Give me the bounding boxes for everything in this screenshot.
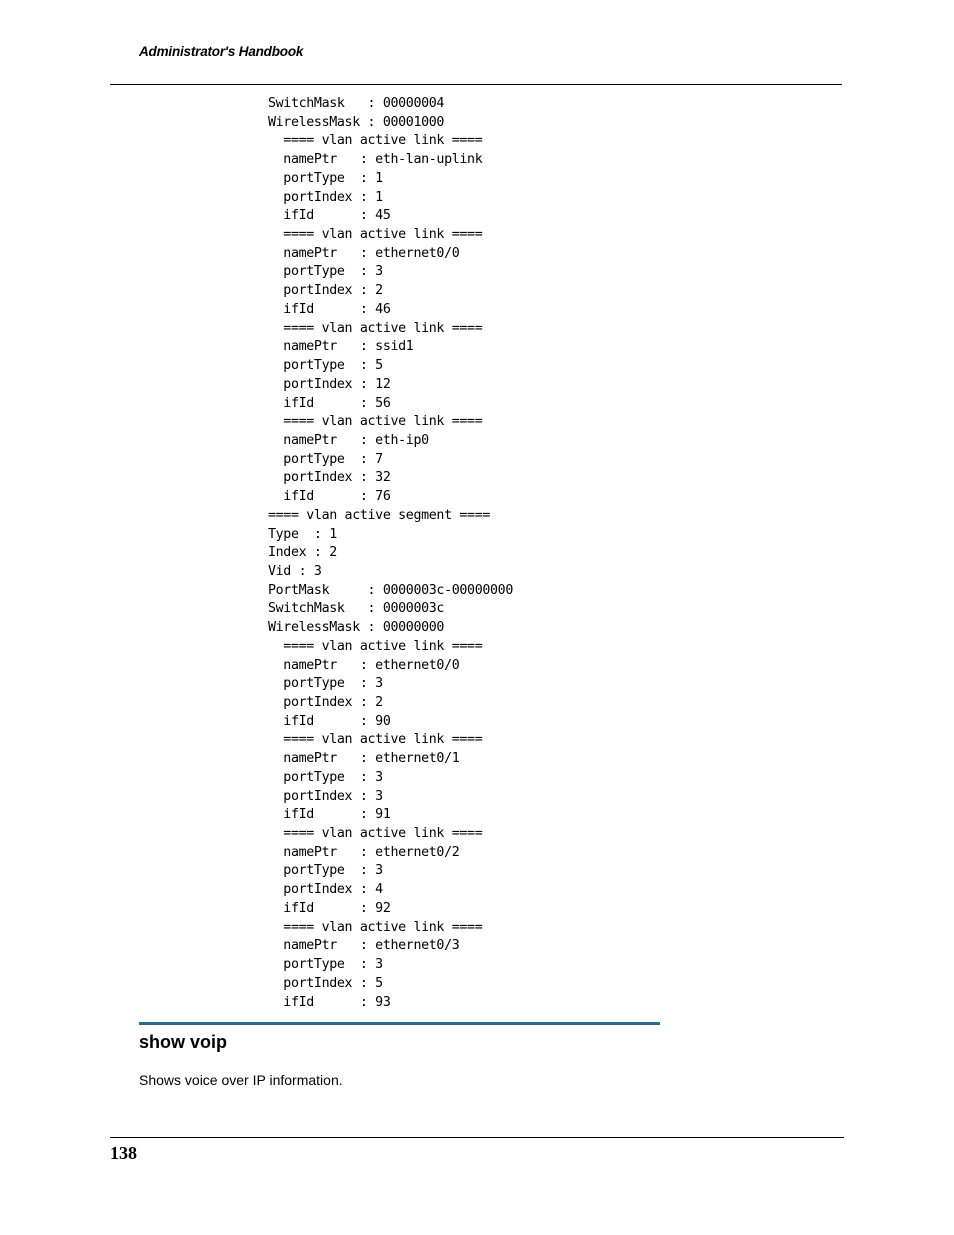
- code-line: ifId : 91: [268, 807, 391, 823]
- code-line: ==== vlan active link ====: [268, 919, 483, 935]
- page-number: 138: [110, 1143, 137, 1163]
- code-line: ==== vlan active link ====: [268, 638, 483, 654]
- code-line: portIndex : 12: [268, 376, 391, 392]
- code-line: portIndex : 5: [268, 975, 383, 991]
- code-line: namePtr : eth-ip0: [268, 432, 429, 448]
- code-line: ==== vlan active link ====: [268, 320, 483, 336]
- code-line: namePtr : ethernet0/0: [268, 657, 460, 673]
- code-line: namePtr : ethernet0/2: [268, 844, 460, 860]
- footer-rule: [110, 1137, 844, 1138]
- code-line: portType : 3: [268, 769, 383, 785]
- code-line: PortMask : 0000003c-00000000: [268, 582, 513, 598]
- code-line: portType : 7: [268, 451, 383, 467]
- code-line: ==== vlan active link ====: [268, 826, 483, 842]
- code-line: ifId : 56: [268, 395, 391, 411]
- code-line: Type : 1: [268, 526, 337, 542]
- code-line: ifId : 90: [268, 713, 391, 729]
- header-rule: [110, 84, 842, 85]
- code-line: portType : 3: [268, 264, 383, 280]
- running-header: Administrator's Handbook: [139, 44, 304, 59]
- code-line: portIndex : 2: [268, 695, 383, 710]
- code-line: portIndex : 1: [268, 189, 383, 205]
- section-description: Shows voice over IP information.: [139, 1072, 343, 1088]
- code-line: portIndex : 4: [268, 882, 383, 898]
- code-line: portIndex : 3: [268, 788, 383, 804]
- code-line: Index : 2: [268, 545, 337, 561]
- section-heading: show voip: [139, 1032, 228, 1052]
- code-line: portType : 3: [268, 957, 383, 973]
- code-line: WirelessMask : 00000000: [268, 620, 445, 636]
- code-line: portIndex : 32: [268, 470, 391, 486]
- code-line: ifId : 45: [268, 208, 391, 224]
- code-line: namePtr : ethernet0/3: [268, 938, 460, 954]
- code-line: ==== vlan active link ====: [268, 133, 483, 149]
- code-line: ifId : 76: [268, 489, 391, 505]
- code-line: portType : 3: [268, 676, 383, 692]
- code-line: ==== vlan active link ====: [268, 732, 483, 748]
- code-line: portType : 3: [268, 863, 383, 879]
- code-line: Vid : 3: [268, 563, 322, 579]
- code-line: ifId : 93: [268, 994, 391, 1010]
- code-line: ==== vlan active link ====: [268, 227, 483, 243]
- code-line: SwitchMask : 00000004: [268, 96, 445, 111]
- code-line: namePtr : eth-lan-uplink: [268, 152, 483, 168]
- code-line: namePtr : ssid1: [268, 339, 414, 355]
- code-line: portType : 5: [268, 358, 383, 374]
- code-line: namePtr : ethernet0/1: [268, 751, 460, 767]
- code-line: ifId : 46: [268, 301, 391, 317]
- code-line: portIndex : 2: [268, 283, 383, 299]
- code-line: ==== vlan active segment ====: [268, 507, 491, 523]
- code-line: ifId : 92: [268, 900, 391, 916]
- code-line: portType : 1: [268, 170, 383, 186]
- code-line: WirelessMask : 00001000: [268, 114, 445, 130]
- command-output-block: [268, 95, 513, 1012]
- code-line: SwitchMask : 0000003c: [268, 601, 445, 617]
- section-divider: [139, 1022, 660, 1025]
- code-line: namePtr : ethernet0/0: [268, 245, 460, 261]
- code-line: ==== vlan active link ====: [268, 414, 483, 430]
